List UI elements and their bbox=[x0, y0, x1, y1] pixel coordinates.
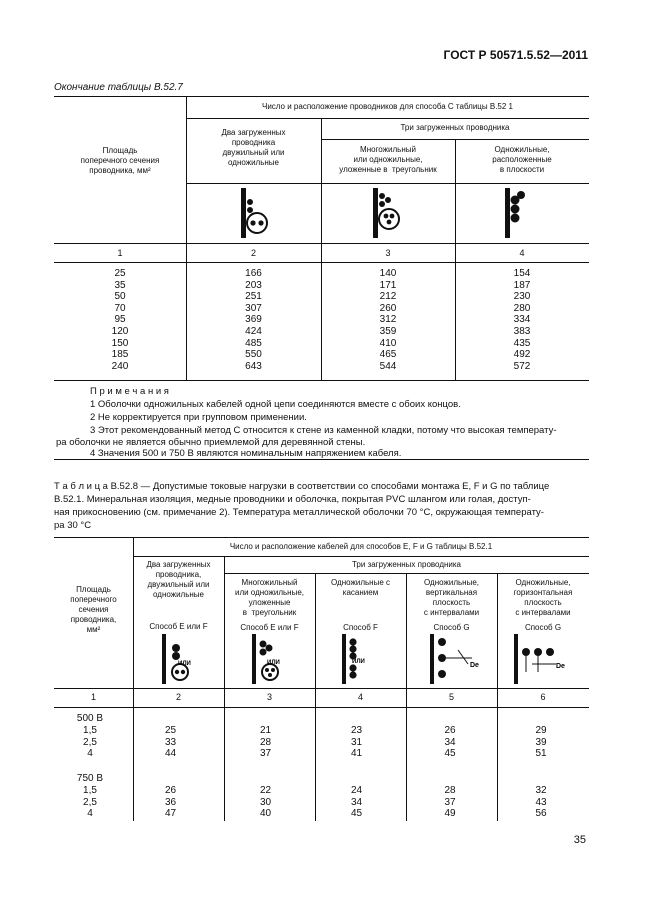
t2-colnum-1: 1 bbox=[90, 692, 96, 702]
t1-colnum-3: 3 bbox=[385, 248, 391, 258]
t2-c5-values: 28 37 49 bbox=[444, 785, 456, 820]
table1-header-top: Число и расположение проводников для способа С таблицы В.52 1 bbox=[262, 102, 513, 111]
table2-header-two-loaded: Два загруженных проводника, двужильный или одножильные bbox=[146, 560, 211, 599]
table1-header-area: Площадь поперечного сечения проводника, мм² bbox=[80, 146, 160, 175]
t1-colnum-4: 4 bbox=[519, 248, 525, 258]
t2-areas: 1,5 2,5 4 bbox=[83, 725, 97, 760]
t2-c3-values: 22 30 40 bbox=[259, 785, 272, 820]
note-4: 4 Значения 500 и 750 В являются номинальным напряжением кабеля. bbox=[90, 448, 402, 459]
t1-col2-values: 166 203 251 307 369 424 485 550 643 bbox=[245, 268, 262, 372]
t2-colnum-5: 5 bbox=[448, 692, 454, 702]
ili-label: ИЛИ bbox=[267, 660, 280, 666]
caption-line: В.52.1. Минеральная изоляция, медные проводники и оболочка, покрытая PVC шлангом или голая, доступ- bbox=[54, 494, 531, 505]
method-c6: Способ G bbox=[524, 623, 562, 632]
notes-title: П р и м е ч а н и я bbox=[90, 386, 169, 397]
table2-header-top: Число и расположение кабелей для способов Е, F и G таблицы В.52.1 bbox=[229, 542, 493, 551]
table2-header-vertical-spaced: Одножильные, вертикальная плоскость с интервалами bbox=[423, 578, 480, 617]
two-core-cable-wall-icon bbox=[160, 634, 200, 684]
method-c2: Способ Е или F bbox=[149, 622, 208, 631]
t2-c3-values: 21 28 37 bbox=[259, 725, 272, 760]
t2-c6-values: 29 39 51 bbox=[535, 725, 547, 760]
table1-header-single-flat: Одножильные, расположенные в плоскости bbox=[492, 145, 552, 174]
method-c3: Способ Е или F bbox=[240, 623, 299, 632]
caption-line: Т а б л и ц а В.52.8 — Допустимые токовые нагрузки в соответствии со способами монтажа Е, F и G по таблице bbox=[54, 481, 550, 492]
voltage-label: 500 В bbox=[76, 713, 104, 724]
table2-header-three-loaded: Три загруженных проводника bbox=[351, 560, 461, 569]
de-label: De bbox=[556, 663, 565, 670]
trefoil-cable-wall-icon bbox=[250, 634, 290, 684]
t2-areas: 1,5 2,5 4 bbox=[83, 785, 97, 820]
touching-cables-icon bbox=[340, 634, 380, 684]
table2-header-area: Площадь поперечного сечения проводника, мм² bbox=[70, 585, 117, 634]
flat-single-cores-icon bbox=[500, 188, 540, 238]
table2-header-trefoil: Многожильный или одножильные, уложенные в треугольник bbox=[234, 578, 305, 617]
table-continuation-title: Окончание таблицы В.52.7 bbox=[54, 82, 183, 93]
note-3: 3 Этот рекомендованный метод С относится к стене из каменной кладки, потому что высокая температу- bbox=[90, 425, 557, 436]
vertical-spaced-cables-icon bbox=[428, 634, 488, 684]
table1-header-multicore: Многожильный или одножильные, уложенные в треугольник bbox=[339, 145, 437, 174]
two-cores-on-wall-icon bbox=[236, 188, 276, 238]
t2-colnum-2: 2 bbox=[175, 692, 181, 702]
t2-c4-values: 24 34 45 bbox=[350, 785, 363, 820]
caption-line: ная прикосновению (см. примечание 2). Температура металлической оболочки 70 °С, окружающая температу- bbox=[54, 507, 544, 518]
t1-colnum-1: 1 bbox=[117, 248, 123, 258]
table2-header-touching: Одножильные с касанием bbox=[331, 578, 390, 597]
t1-col3-values: 140 171 212 260 312 359 410 465 544 bbox=[379, 268, 397, 372]
ili-label: ИЛИ bbox=[178, 661, 191, 667]
t1-areas-column: 25 35 50 70 95 120 150 185 240 bbox=[111, 268, 129, 372]
t2-c6-values: 32 43 56 bbox=[535, 785, 547, 820]
horizontal-spaced-cables-icon bbox=[512, 634, 572, 684]
t2-colnum-3: 3 bbox=[266, 692, 272, 702]
standard-number: ГОСТ Р 50571.5.52—2011 bbox=[443, 48, 588, 62]
caption-line: ра 30 °С bbox=[54, 520, 92, 531]
note-2: 2 Не корректируется при групповом применении. bbox=[90, 412, 307, 423]
note-1: 1 Оболочки одножильных кабелей одной цепи соединяются вместе с обоих концов. bbox=[90, 399, 461, 410]
trefoil-on-wall-icon bbox=[368, 188, 408, 238]
t2-colnum-6: 6 bbox=[540, 692, 546, 702]
ili-label: ИЛИ bbox=[352, 659, 365, 665]
t2-c2-values: 25 33 44 bbox=[164, 725, 177, 760]
table2-header-horizontal-spaced: Одножильные, горизонтальная плоскость с интервалами bbox=[513, 578, 573, 617]
t2-colnum-4: 4 bbox=[357, 692, 363, 702]
t2-c5-values: 26 34 45 bbox=[444, 725, 456, 760]
table1-header-two-loaded: Два загруженных проводника двужильный или одножильные bbox=[221, 128, 286, 167]
voltage-label: 750 В bbox=[76, 773, 104, 784]
method-c5: Способ G bbox=[433, 623, 470, 632]
note-3-cont: ра оболочки не является обычно приемлемой для деревянной стены. bbox=[56, 437, 366, 448]
t2-c4-values: 23 31 41 bbox=[350, 725, 363, 760]
t1-col4-values: 154 187 230 280 334 383 435 492 572 bbox=[513, 268, 531, 372]
page-number: 35 bbox=[573, 834, 586, 846]
t2-c2-values: 26 36 47 bbox=[164, 785, 177, 820]
method-c4: Способ F bbox=[343, 623, 378, 632]
table1-header-three-loaded: Три загруженных проводника bbox=[400, 123, 510, 132]
t1-colnum-2: 2 bbox=[250, 248, 256, 258]
de-label: De bbox=[470, 662, 479, 669]
